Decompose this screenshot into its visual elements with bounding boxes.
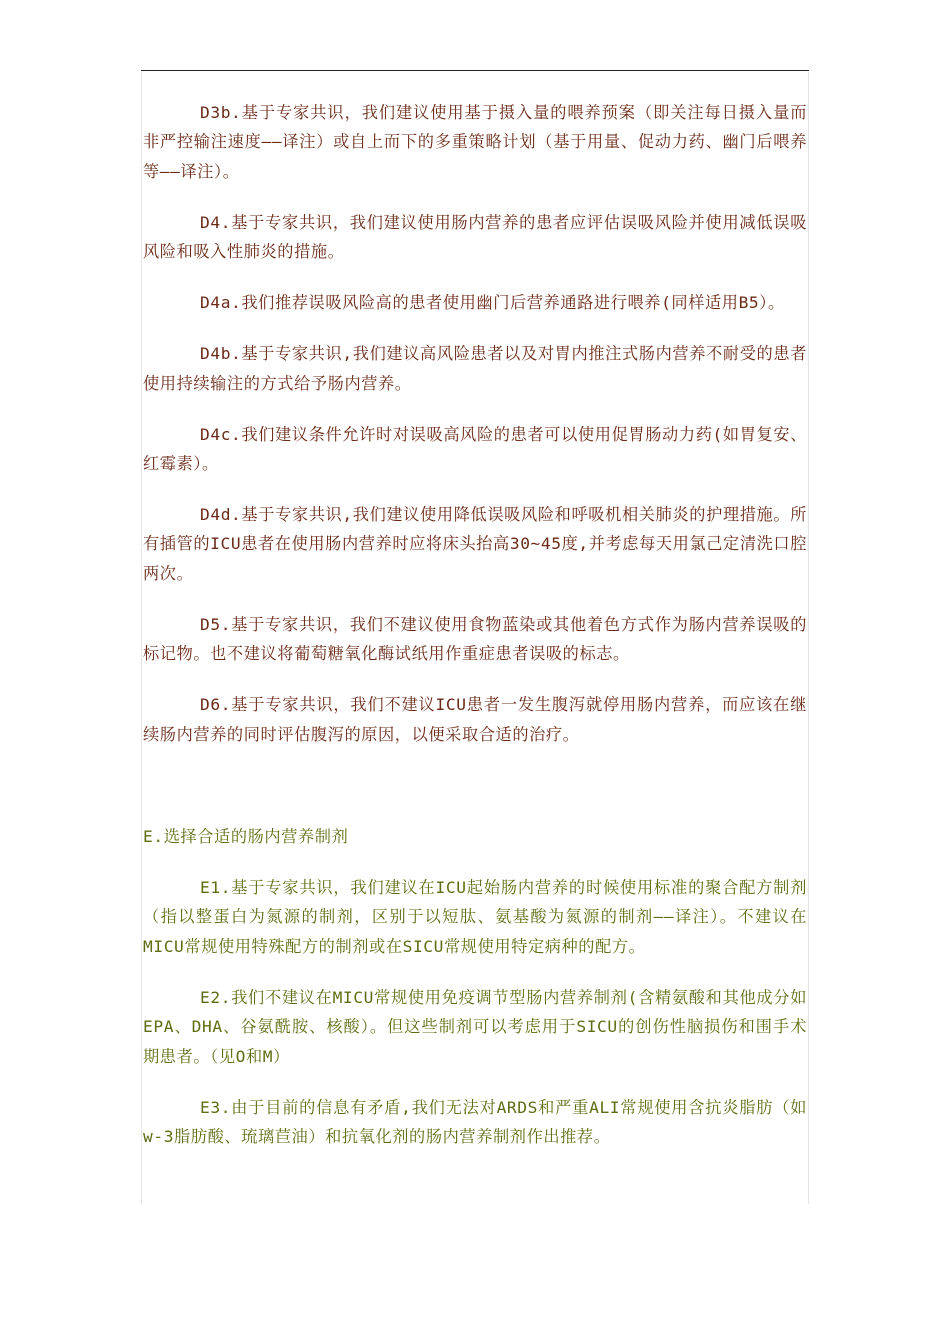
paragraph-e3: E3.由于目前的信息有矛盾,我们无法对ARDS和严重ALI常规使用含抗炎脂肪（如w-3脂肪酸、琉璃苣油）和抗氧化剂的肠内营养制剂作出推荐。 [143,1097,807,1147]
paragraph-d5: D5.基于专家共识，我们不建议使用食物蓝染或其他着色方式作为肠内营养误吸的标记物。也不建议将葡萄糖氧化酶试纸用作重症患者误吸的标志。 [143,614,807,664]
paragraph-d4a: D4a.我们推荐误吸风险高的患者使用幽门后营养通路进行喂养(同样适用B5）。 [200,293,785,313]
header-rule [141,70,809,71]
paragraph-d6: D6.基于专家共识，我们不建议ICU患者一发生腹泻就停用肠内营养，而应该在继续肠内营养的同时评估腹泻的原因，以便采取合适的治疗。 [143,695,807,744]
paragraph-d3b: D3b.基于专家共识，我们建议使用基于摄入量的喂养预案（即关注每日摄入量而非严控输注速度——译注）或自上而下的多重策略计划（基于用量、促动力药、幽门后喂养等——译注）。 [143,103,807,181]
paragraph-d4c: D4c.我们建议条件允许时对误吸高风险的患者可以使用促胃肠动力药(如胃复安、红霉素）。 [143,424,807,474]
paragraph-e1: E1.基于专家共识，我们建议在ICU起始肠内营养的时候使用标准的聚合配方制剂（指以整蛋白为氮源的制剂，区别于以短肽、氨基酸为氮源的制剂——译注）。不建议在MICU常规使用特殊配方的制剂或在SICU常规使用特定病种的配方。 [143,878,807,956]
page-frame-right [808,72,809,1204]
paragraph-d4b: D4b.基于专家共识,我们建议高风险患者以及对胃内推注式肠内营养不耐受的患者使用持续输注的方式给予肠内营养。 [143,344,807,393]
paragraph-d4d: D4d.基于专家共识,我们建议使用降低误吸风险和呼吸机相关肺炎的护理措施。所有插管的ICU患者在使用肠内营养时应将床头抬高30~45度,并考虑每天用氯己定清洗口腔两次。 [143,505,807,583]
page-frame-left [141,72,142,1204]
paragraph-e2: E2.我们不建议在MICU常规使用免疫调节型肠内营养制剂(含精氨酸和其他成分如EPA、DHA、谷氨酰胺、核酸）。但这些制剂可以考虑用于SICU的创伤性脑损伤和围手术期患者。（见O和M） [143,987,807,1066]
section-e-title: E.选择合适的肠内营养制剂 [143,827,349,847]
document-body [143,98,807,1152]
paragraph-d4: D4.基于专家共识，我们建议使用肠内营养的患者应评估误吸风险并使用减低误吸风险和吸入性肺炎的措施。 [143,212,807,262]
